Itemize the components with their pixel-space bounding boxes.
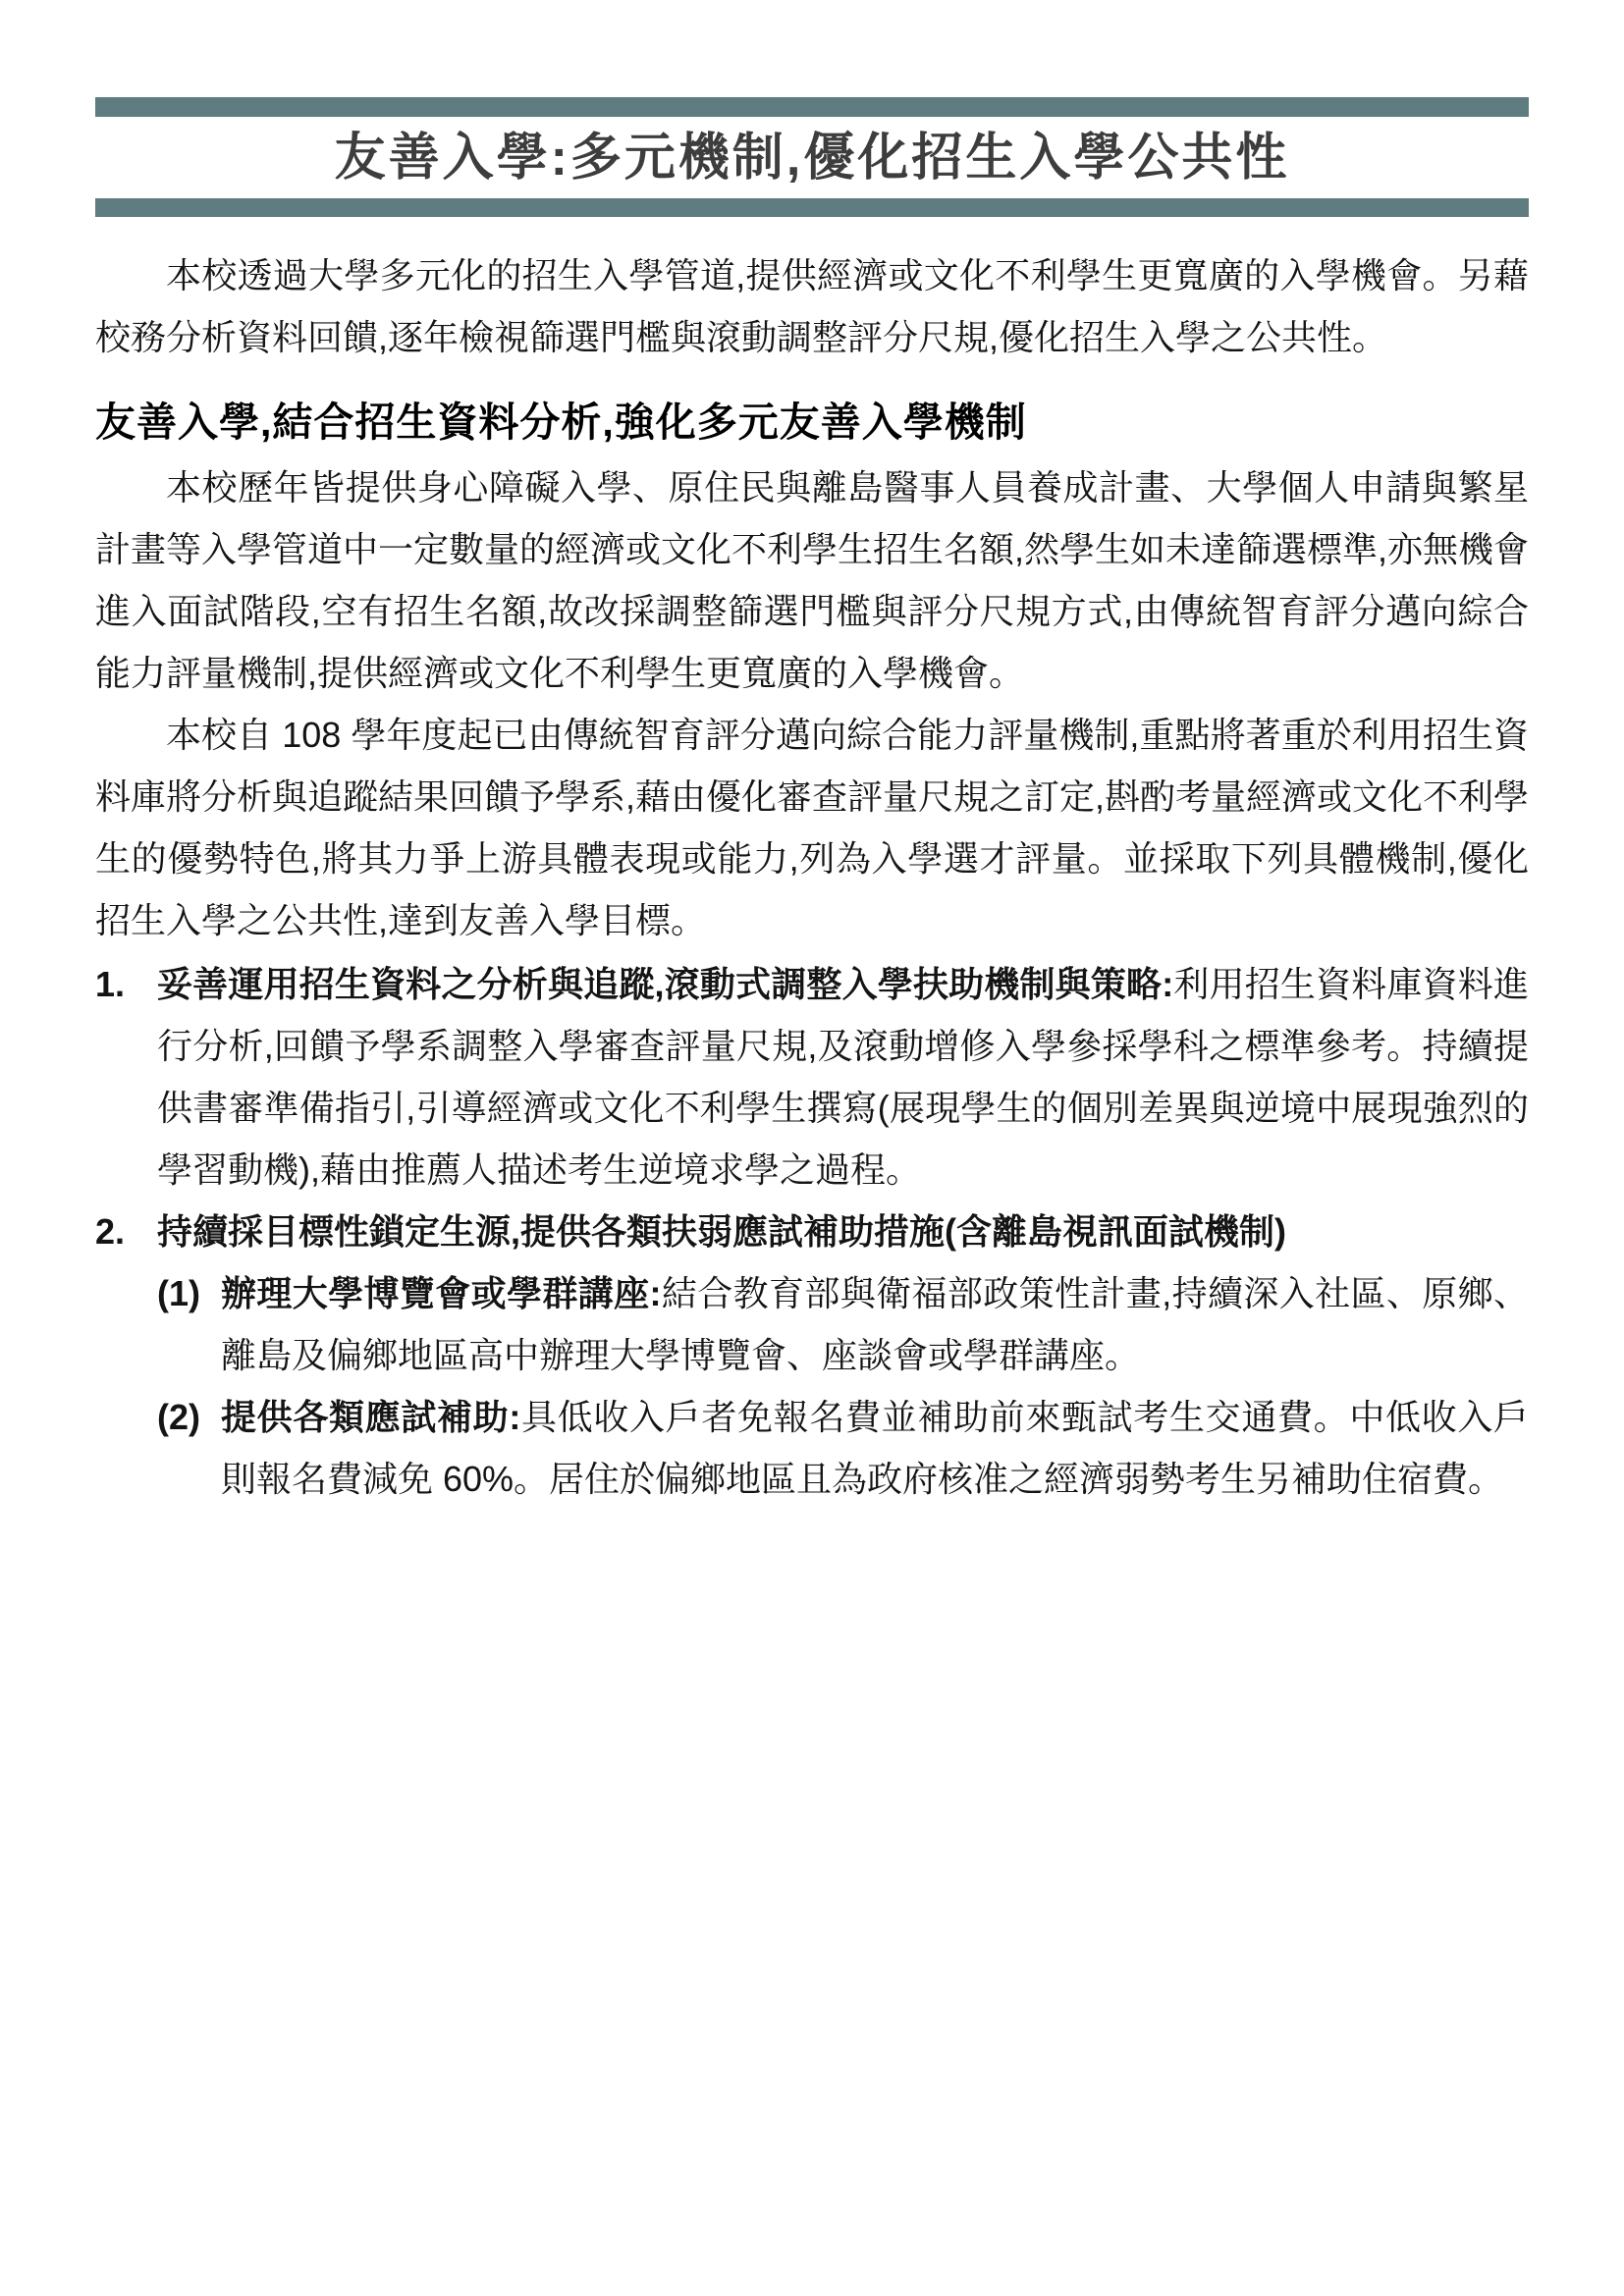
sub-item-1 — [157, 1262, 1529, 1386]
title-bottom-bar — [95, 198, 1529, 217]
list-item-2-number: 2. — [95, 1211, 126, 1252]
numbered-list — [95, 953, 1529, 1510]
title-top-bar — [95, 97, 1529, 117]
sub-item-2-lead: 提供各類應試補助: — [221, 1397, 521, 1437]
sub-item-1-text: 結合教育部與衛福部政策性計畫,持續深入社區、原鄉、離島及偏鄉地區高中辦理大學博覽會、座談會或學群講座。 — [221, 1273, 1529, 1375]
list-item-2-body — [157, 1201, 1529, 1510]
sub-item-2-body — [221, 1386, 1529, 1510]
sub-item-2-number: (2) — [157, 1397, 200, 1437]
list-item-1-lead: 妥善運用招生資料之分析與追蹤,滾動式調整入學扶助機制與策略: — [157, 964, 1174, 1004]
page-title: 友善入學:多元機制,優化招生入學公共性 — [334, 130, 1290, 187]
section-paragraph-2: 本校自 108 學年度起已由傳統智育評分邁向綜合能力評量機制,重點將著重於利用招生資料庫將分析與追蹤結果回饋予學系,藉由優化審查評量尺規之訂定,斟酌考量經濟或文化不利學生的優勢特色,將其力爭上游具體表現或能力,列為入學選才評量。並採取下列具體機制,優化招生入學之公共性,達到友善入學目標。 — [95, 715, 1530, 940]
intro-paragraph: 本校透過大學多元化的招生入學管道,提供經濟或文化不利學生更寬廣的入學機會。另藉校務分析資料回饋,逐年檢視篩選門檻與滾動調整評分尺規,優化招生入學之公共性。 — [95, 255, 1529, 357]
list-item-1 — [95, 953, 1529, 1201]
sub-item-2 — [157, 1386, 1529, 1510]
list-item-2-heading: 持續採目標性鎖定生源,提供各類扶弱應試補助措施(含離島視訊面試機制) — [157, 1211, 1286, 1252]
list-item-2 — [95, 1201, 1529, 1510]
sub-item-1-body — [221, 1262, 1529, 1386]
list-item-1-text: 利用招生資料庫資料進行分析,回饋予學系調整入學審查評量尺規,及滾動增修入學參採學科之標準參考。持續提供書審準備指引,引導經濟或文化不利學生撰寫(展現學生的個別差異與逆境中展現強烈的學習動機),藉由推薦人描述考生逆境求學之過程。 — [157, 964, 1529, 1190]
sub-item-1-lead: 辦理大學博覽會或學群講座: — [221, 1273, 662, 1313]
section-paragraph-1: 本校歷年皆提供身心障礙入學、原住民與離島醫事人員養成計畫、大學個人申請與繁星計畫等入學管道中一定數量的經濟或文化不利學生招生名額,然學生如未達篩選標準,亦無機會進入面試階段,空有招生名額,故改採調整篩選門檻與評分尺規方式,由傳統智育評分邁向綜合能力評量機制,提供經濟或文化不利學生更寬廣的入學機會。 — [95, 467, 1530, 693]
section-heading: 友善入學,結合招生資料分析,強化多元友善入學機制 — [95, 400, 1027, 445]
sub-item-1-number: (1) — [157, 1273, 200, 1313]
list-item-1-body — [157, 953, 1529, 1201]
sub-item-2-text: 具低收入戶者免報名費並補助前來甄試考生交通費。中低收入戶則報名費減免 60%。居住於偏鄉地區且為政府核准之經濟弱勢考生另補助住宿費。 — [221, 1397, 1529, 1499]
list-item-1-number: 1. — [95, 964, 126, 1004]
